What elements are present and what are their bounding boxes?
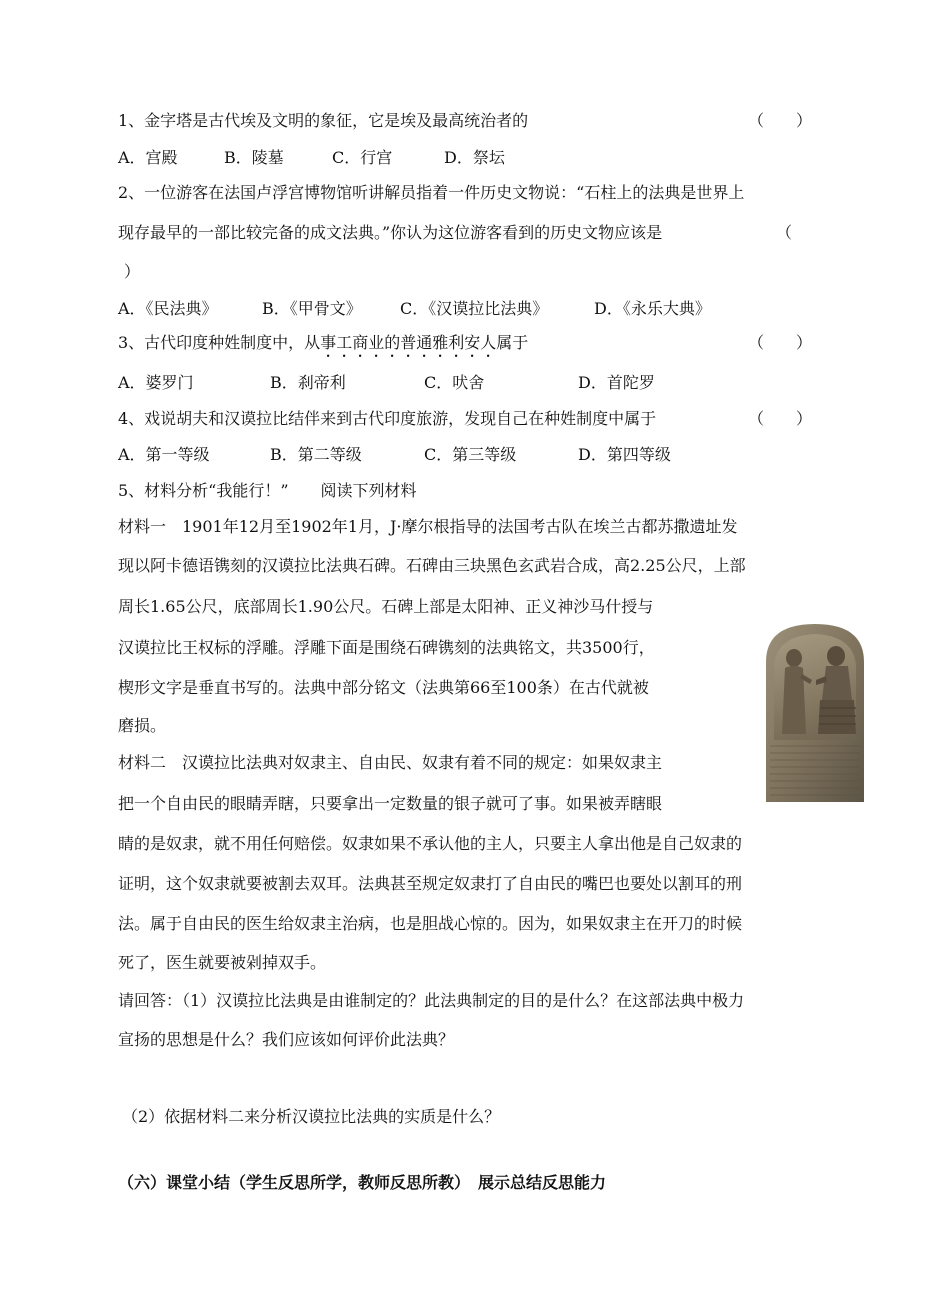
q3-option-b[interactable]: B．刹帝利 [270,373,346,392]
material2-line: 死了，医生就要被剁掉双手。 [118,953,327,972]
question-prompt-line: 宣扬的思想是什么？我们应该如何评价此法典？ [118,1030,455,1049]
material1-line: 现以阿卡德语镌刻的汉谟拉比法典石碑。石碑由三块黑色玄武岩合成，高2.25公尺，上部 [118,556,746,575]
material2-line: 材料二 汉谟拉比法典对奴隶主、自由民、奴隶有着不同的规定：如果奴隶主 [118,753,663,772]
q2-option-c[interactable]: C．《汉谟拉比法典》 [400,299,549,318]
material2-line: 睛的是奴隶，就不用任何赔偿。奴隶如果不承认他的主人，只要主人拿出他是自己奴隶的 [118,834,743,853]
q3-option-a[interactable]: A．婆罗门 [118,373,194,392]
q4-options [118,444,718,466]
material1-line: 材料一 1901年12月至1902年1月，J·摩尔根指导的法国考古队在埃兰古都苏撒遗址发 [118,517,738,536]
q1-option-b[interactable]: B．陵墓 [224,148,284,167]
q1-text: 1、金字塔是古代埃及文明的象征，它是埃及最高统治者的 [118,111,529,130]
q3-text: 3、古代印度种姓制度中，从事工商业的普通雅利安人属于 [118,333,529,352]
q2-paren-open[interactable]: （ [776,223,793,242]
material1-line: 周长1.65公尺，底部周长1.90公尺。石碑上部是太阳神、正义神沙马什授与 [118,597,654,616]
material1-line: 楔形文字是垂直书写的。法典中部分铭文（法典第66至100条）在古代就被 [118,678,649,697]
q4-option-a[interactable]: A．第一等级 [118,445,210,464]
q3-option-d[interactable]: D．首陀罗 [578,373,655,392]
q2-option-a[interactable]: A．《民法典》 [118,299,218,318]
q5-heading: 5、材料分析“我能行！” 阅读下列材料 [118,481,417,500]
q2-paren-close: ） [124,262,141,281]
material2-line: 证明，这个奴隶就要被割去双耳。法典甚至规定奴隶打了自由民的嘴巴也要处以割耳的刑 [118,874,743,893]
q4-answer-paren[interactable]: （ ） [748,409,813,428]
material2-line: 法。属于自由民的医生给奴隶主治病，也是胆战心惊的。因为，如果奴隶主在开刀的时候 [118,914,743,933]
material1-line: 磨损。 [118,716,167,735]
q4-option-c[interactable]: C．第三等级 [424,445,517,464]
q4-option-b[interactable]: B．第二等级 [270,445,362,464]
q2-option-b[interactable]: B．《甲骨文》 [262,299,362,318]
q3-option-c[interactable]: C．吠舍 [424,373,485,392]
q2-line2: 现存最早的一部比较完备的成文法典。”你认为这位游客看到的历史文物应该是 [118,223,663,242]
q3-emphasized-phrase: 事工商业的普通雅利安人 [320,333,497,352]
q4-option-d[interactable]: D．第四等级 [578,445,671,464]
q1-option-d[interactable]: D．祭坛 [444,148,505,167]
q1-answer-paren[interactable]: （ ） [748,111,813,130]
question-prompt-line: 请回答：（1）汉谟拉比法典是由谁制定的？此法典制定的目的是什么？在这部法典中极力 [118,991,745,1010]
q2-line1: 2、一位游客在法国卢浮宫博物馆听讲解员指着一件历史文物说：“石柱上的法典是世界上 [118,183,745,202]
q3-options [118,372,678,394]
q1-option-a[interactable]: A．宫殿 [118,148,178,167]
q1-options [118,147,538,169]
q4-text: 4、戏说胡夫和汉谟拉比结伴来到古代印度旅游，发现自己在种姓制度中属于 [118,409,657,428]
hammurabi-stele-image [752,622,878,802]
q2-options [118,298,738,320]
q1-option-c[interactable]: C．行宫 [332,148,393,167]
class-summary-heading: （六）课堂小结（学生反思所学，教师反思所教） 展示总结反思能力 [118,1173,607,1192]
q3-answer-paren[interactable]: （ ） [748,333,813,352]
material1-line: 汉谟拉比王权标的浮雕。浮雕下面是围绕石碑镌刻的法典铭文，共3500行， [118,638,655,657]
q2-option-d[interactable]: D．《永乐大典》 [594,299,711,318]
material2-line: 把一个自由民的眼睛弄瞎，只要拿出一定数量的银子就可了事。如果被弄瞎眼 [118,794,663,813]
question-prompt-2: （2）依据材料二来分析汉谟拉比法典的实质是什么？ [122,1107,501,1126]
